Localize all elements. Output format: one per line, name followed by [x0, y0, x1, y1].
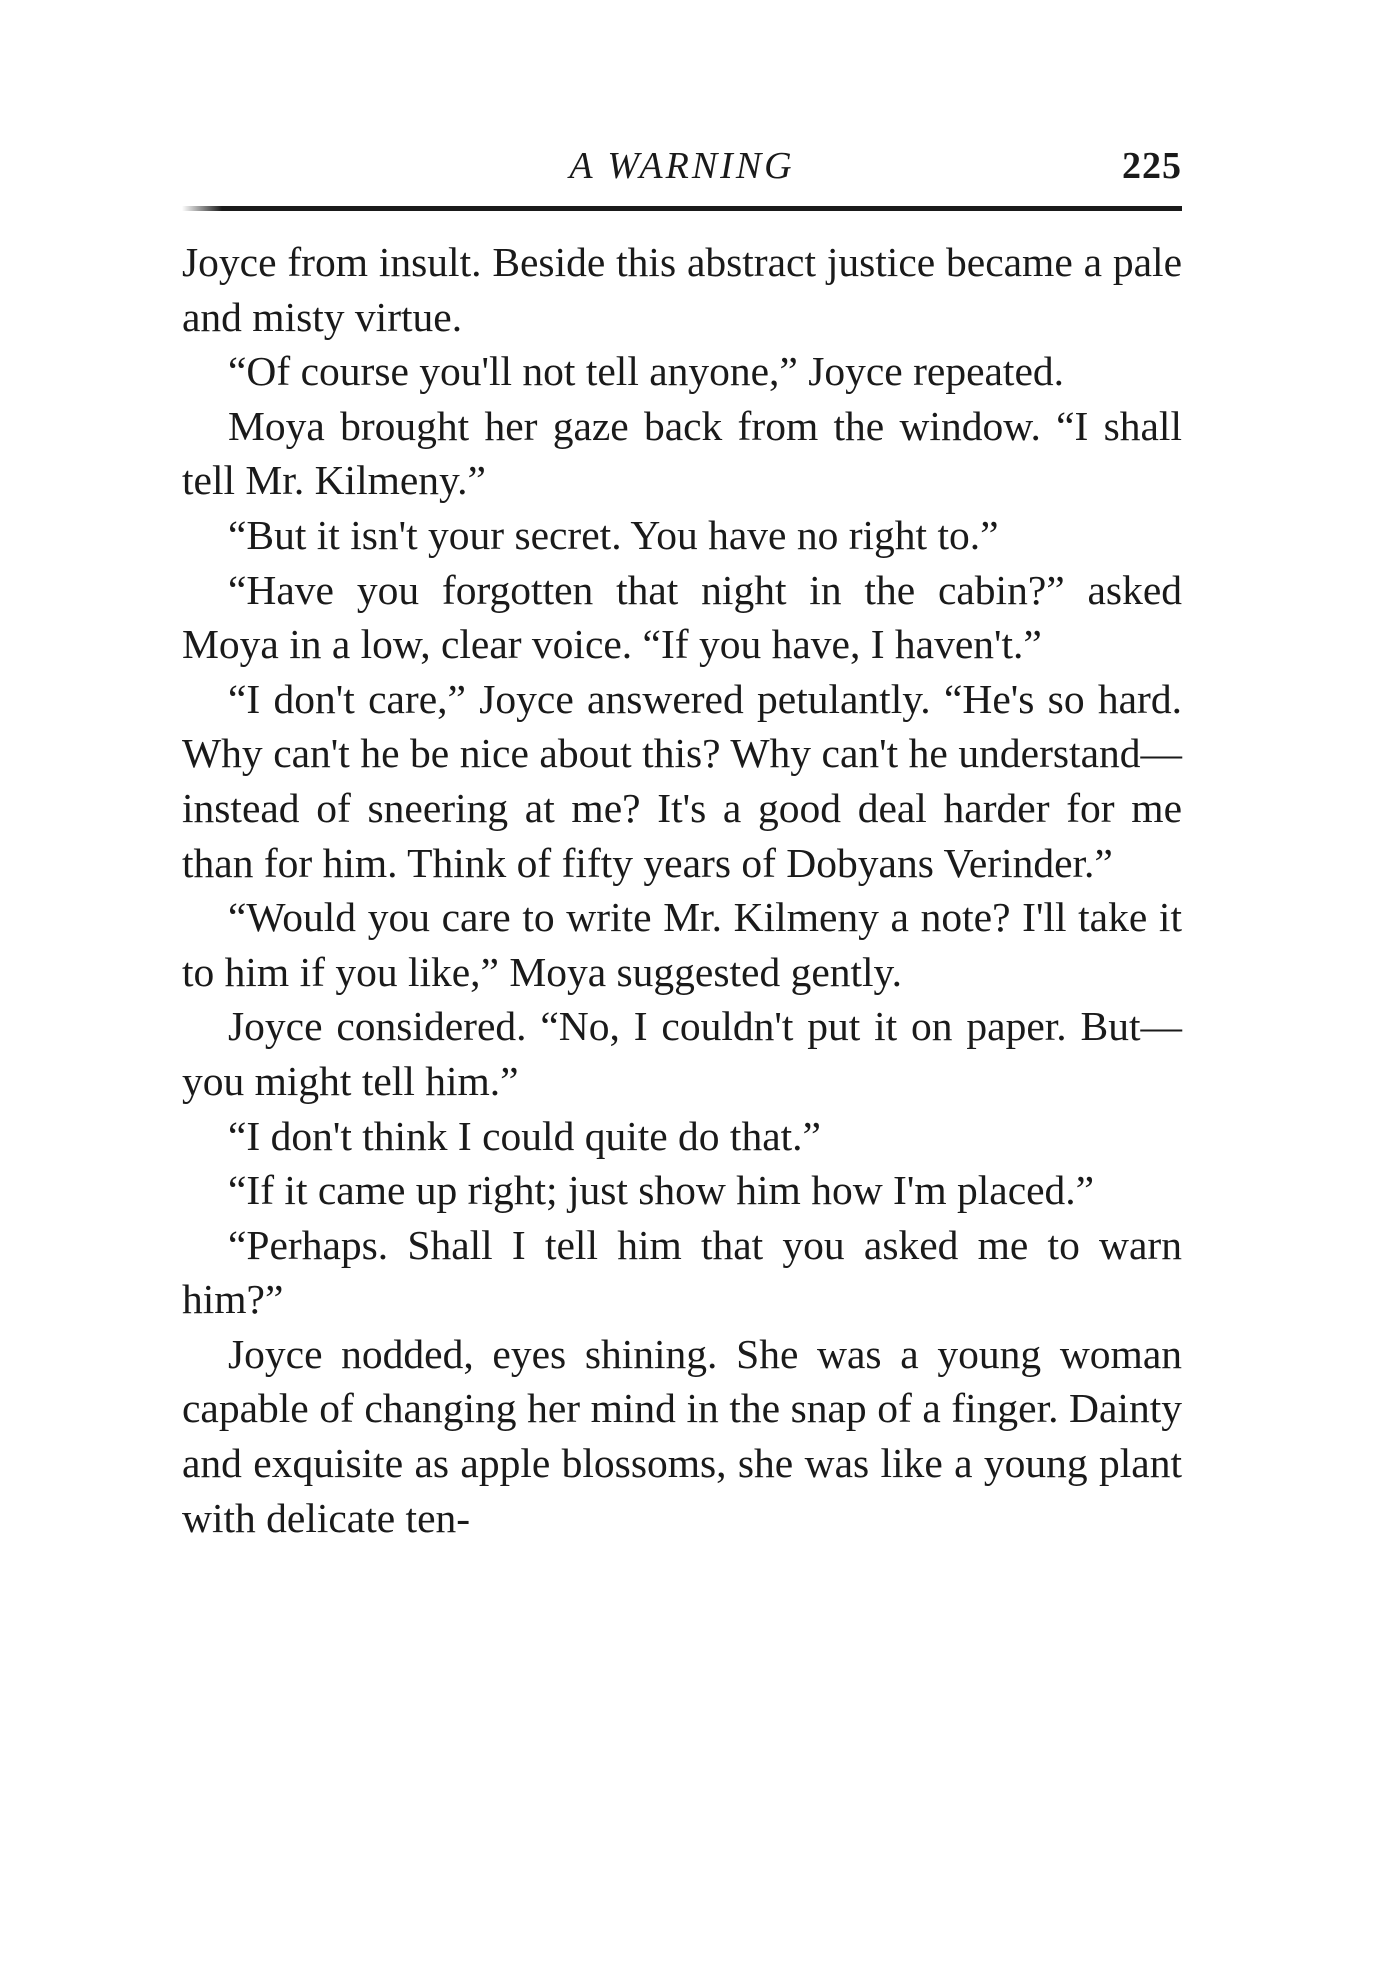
paragraph: “If it came up right; just show him how I'm placed.” [228, 1167, 1095, 1214]
paragraph: Joyce nodded, eyes shining. She was a young woman capable of changing her mind in the snap of a finger. Dainty and exquisite as apple blossoms, she was like a young plant with delicate ten- [182, 1330, 1182, 1541]
body-text [182, 235, 1182, 1545]
paragraph: Joyce from insult. Beside this abstract justice became a pale and misty virtue. [182, 239, 1182, 340]
paragraph: “Have you forgotten that night in the cabin?” asked Moya in a low, clear voice. “If you have, I haven't.” [182, 566, 1182, 668]
header-rule [182, 206, 1182, 211]
paragraph: “I don't care,” Joyce answered petulantly. “He's so hard. Why can't he be nice about this? Why can't he understand—instead of sneering at me? It's a good deal harder for me than for him. Think of fifty years of Dobyans Verinder.” [182, 675, 1182, 886]
paragraph: “Of course you'll not tell anyone,” Joyce repeated. [228, 348, 1064, 395]
paragraph: “Would you care to write Mr. Kilmeny a note? I'll take it to him if you like,” Moya suggested gently. [182, 894, 1182, 995]
running-title: A WARNING [569, 145, 795, 187]
page-number: 225 [1122, 145, 1182, 187]
book-page [182, 140, 1182, 1541]
paragraph: “Perhaps. Shall I tell him that you asked me to warn him?” [182, 1221, 1182, 1323]
paragraph: “But it isn't your secret. You have no right to.” [228, 511, 999, 558]
paragraph: “I don't think I could quite do that.” [228, 1112, 821, 1159]
page-header [182, 140, 1182, 198]
paragraph: Joyce considered. “No, I couldn't put it on paper. But—you might tell him.” [182, 1003, 1182, 1104]
paragraph: Moya brought her gaze back from the window. “I shall tell Mr. Kilmeny.” [182, 402, 1182, 504]
